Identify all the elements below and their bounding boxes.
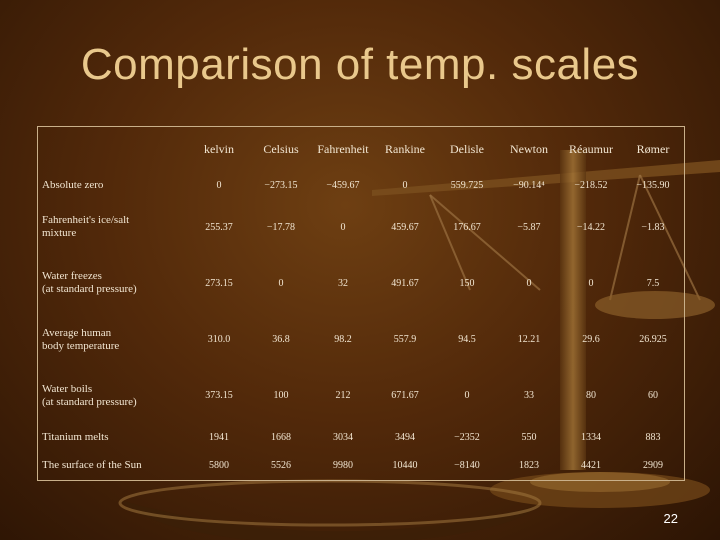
row-label: Absolute zero — [42, 178, 104, 191]
table-row — [38, 452, 684, 480]
table-cell: 255.37 — [205, 221, 233, 233]
table-cell: 491.67 — [391, 277, 419, 289]
column-header: Réaumur — [569, 141, 613, 156]
table-row — [38, 368, 684, 424]
table-cell: 33 — [524, 390, 534, 402]
table-cell: 559.725 — [450, 179, 484, 191]
table-cell: −5.87 — [517, 221, 541, 233]
table-cell: −459.67 — [326, 179, 360, 191]
table-cell: −1.83 — [641, 221, 665, 233]
table-cell: −2352 — [454, 432, 480, 444]
temperature-table-container — [37, 126, 685, 481]
table-cell: 671.67 — [391, 390, 419, 402]
table-cell: 0 — [340, 221, 346, 233]
table-cell: 0 — [216, 179, 222, 191]
table-cell: 100 — [273, 390, 289, 402]
table-cell: 10440 — [392, 460, 418, 472]
column-header: Celsius — [263, 141, 299, 156]
table-cell: 12.21 — [517, 334, 541, 345]
column-header: Rankine — [385, 141, 425, 156]
column-header — [38, 127, 188, 171]
table-cell: 883 — [645, 432, 661, 444]
table-cell: 0 — [464, 390, 470, 402]
table-row — [38, 171, 684, 199]
table-cell: 2909 — [643, 460, 663, 472]
table-cell: −14.22 — [576, 221, 606, 233]
table-cell: −8140 — [454, 460, 480, 472]
table-cell: 0 — [526, 277, 532, 289]
row-label: The surface of the Sun — [42, 459, 142, 472]
table-cell: 373.15 — [205, 390, 233, 402]
table-cell: 32 — [338, 277, 348, 289]
table-cell: −90.14⁴ — [513, 179, 545, 191]
table-cell: 1668 — [271, 432, 291, 444]
table-cell: 3494 — [395, 432, 415, 444]
table-cell: 212 — [335, 390, 351, 402]
table-cell: −273.15 — [264, 179, 298, 191]
table-cell: 36.8 — [272, 334, 290, 345]
table-cell: 29.6 — [582, 334, 600, 345]
column-header: Rømer — [636, 141, 670, 156]
table-cell: 0 — [402, 179, 408, 191]
table-cell: 273.15 — [205, 277, 233, 289]
column-header: kelvin — [204, 141, 234, 156]
page-number: 22 — [663, 511, 678, 526]
table-cell: 26.925 — [639, 334, 667, 345]
table-row — [38, 424, 684, 452]
table-cell: 1334 — [581, 432, 601, 444]
column-header: Fahrenheit — [317, 141, 369, 156]
table-cell: 98.2 — [334, 334, 352, 345]
temperature-scale-table — [38, 127, 684, 480]
table-row — [38, 255, 684, 311]
row-label: Water boils (at standard pressure) — [42, 382, 137, 408]
table-cell: −17.78 — [266, 221, 296, 233]
table-cell: 9980 — [333, 460, 353, 472]
table-cell: −218.52 — [574, 179, 608, 191]
table-header-row — [38, 127, 684, 171]
table-cell: 550 — [521, 432, 537, 444]
table-cell: 150 — [459, 277, 475, 289]
row-label: Fahrenheit's ice/salt mixture — [42, 214, 130, 240]
table-cell: 94.5 — [458, 334, 476, 345]
table-row — [38, 199, 684, 255]
slide-title: Comparison of temp. scales — [80, 40, 640, 89]
table-cell: 60 — [648, 390, 658, 402]
table-cell: 0 — [588, 277, 594, 289]
table-cell: −135.90 — [636, 179, 670, 191]
table-cell: 459.67 — [391, 221, 419, 233]
row-label: Average human body temperature — [42, 326, 120, 352]
table-cell: 3034 — [333, 432, 353, 444]
table-cell: 176.67 — [453, 221, 481, 233]
table-cell: 7.5 — [646, 277, 660, 289]
table-cell: 310.0 — [207, 334, 231, 345]
column-header: Delisle — [450, 141, 484, 156]
table-cell: 557.9 — [393, 334, 417, 345]
column-header: Newton — [510, 141, 548, 156]
table-cell: 80 — [586, 390, 596, 402]
table-cell: 5800 — [209, 460, 229, 472]
table-cell: 5526 — [271, 460, 291, 472]
row-label: Titanium melts — [42, 431, 109, 444]
table-cell: 0 — [278, 277, 284, 289]
table-cell: 4421 — [581, 460, 601, 472]
table-row — [38, 311, 684, 367]
row-label: Water freezes (at standard pressure) — [42, 270, 137, 296]
table-cell: 1941 — [209, 432, 229, 444]
table-cell: 1823 — [519, 460, 539, 472]
